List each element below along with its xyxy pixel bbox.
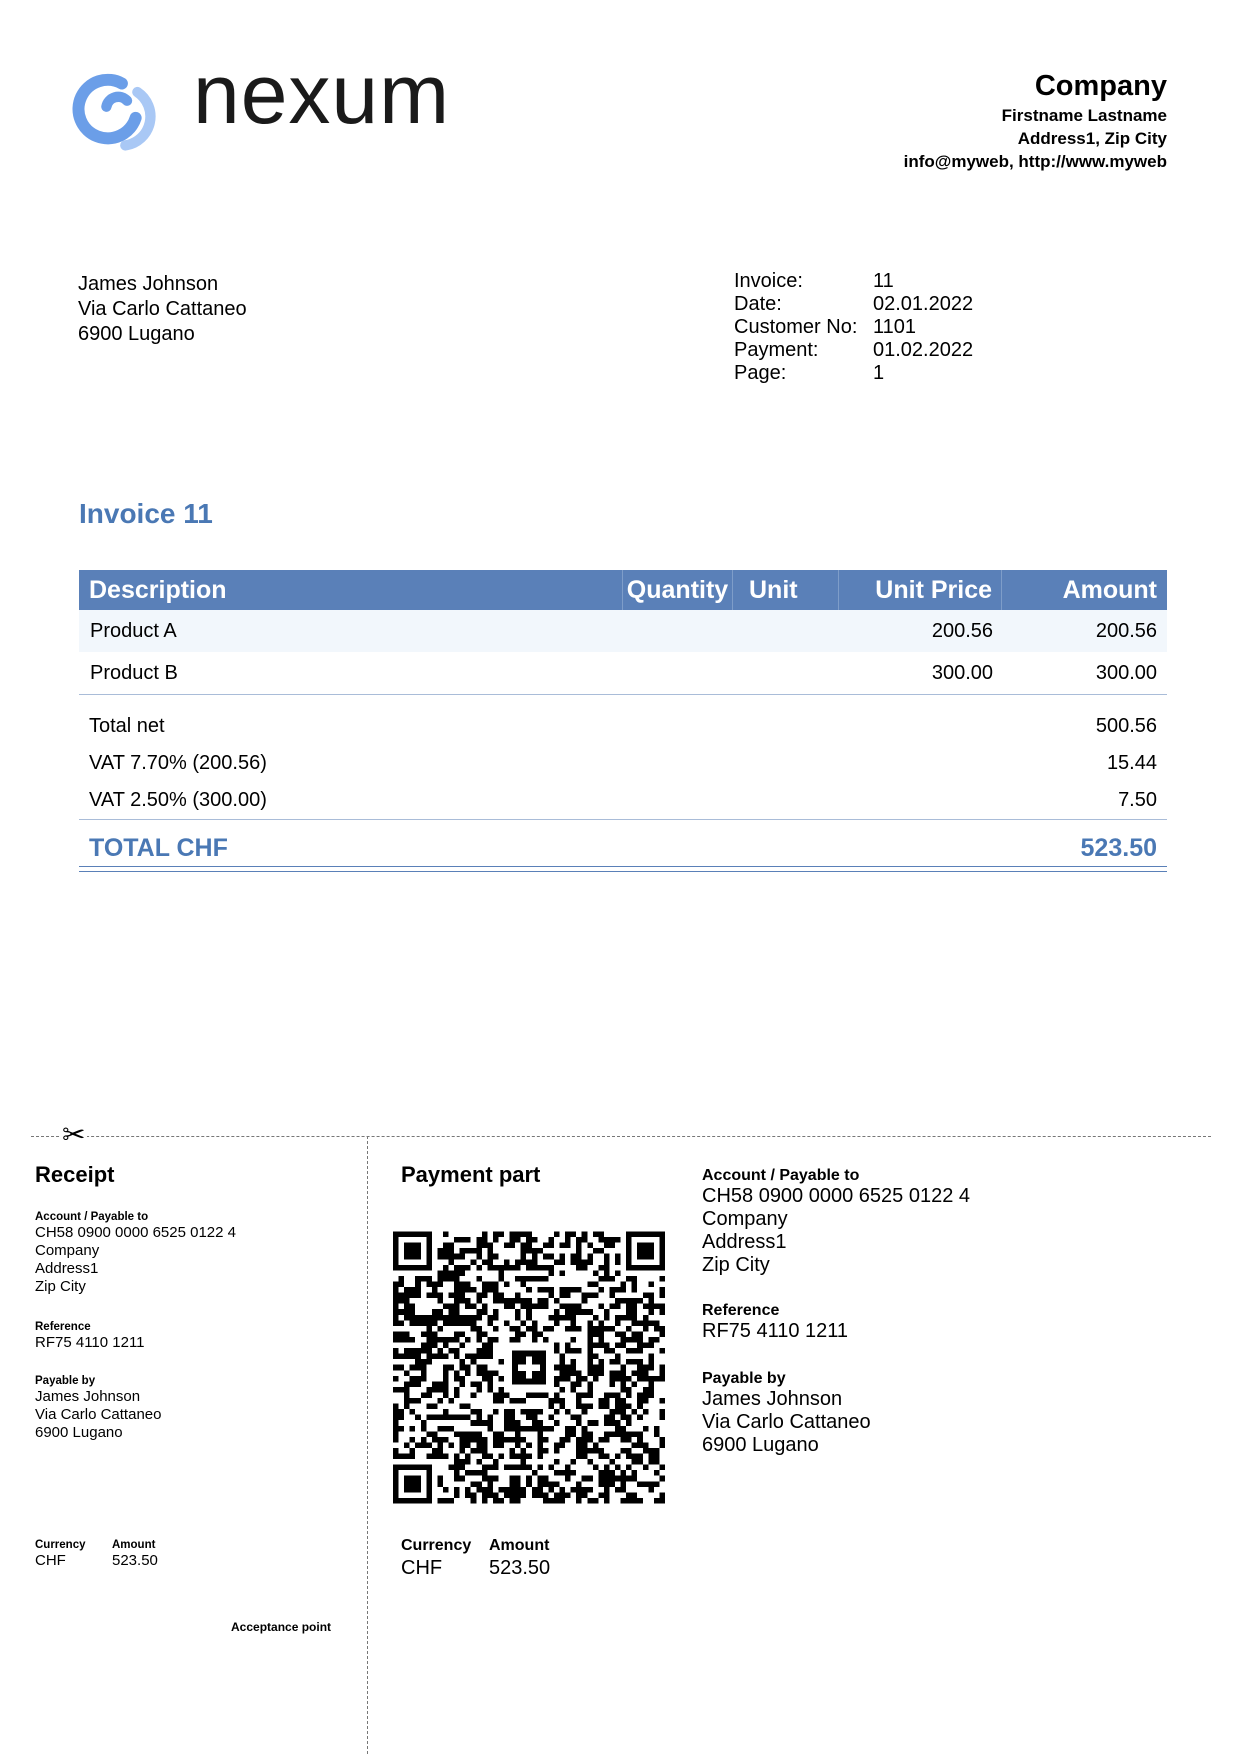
payment-iban: CH58 0900 0000 6525 0122 4 <box>702 1185 971 1207</box>
nexum-logo-icon <box>66 68 164 154</box>
addressee-name: James Johnson <box>78 273 219 295</box>
receipt-payable-by <box>35 1374 161 1442</box>
total-net-row <box>79 708 1167 745</box>
acceptance-point: Acceptance point <box>231 1620 332 1634</box>
header-quantity: Quantity <box>623 570 733 610</box>
receipt-currency: CHF <box>35 1552 66 1569</box>
cell-quantity <box>623 610 733 652</box>
grand-total-row <box>79 820 1167 866</box>
receipt-debtor-street: Via Carlo Cattaneo <box>35 1406 162 1423</box>
company-address: Address1, Zip City <box>1017 129 1167 148</box>
receipt-reference-value: RF75 4110 1211 <box>35 1334 145 1351</box>
receipt-currency-amount <box>35 1538 158 1570</box>
grand-total-value: 523.50 <box>1080 834 1157 862</box>
cell-unit <box>733 652 839 694</box>
info-label: Page: <box>734 362 787 384</box>
table-divider <box>79 694 1167 695</box>
receipt-currency-label: Currency <box>35 1539 86 1551</box>
cell-quantity <box>623 652 733 694</box>
total-label: VAT 2.50% (300.00) <box>89 789 267 811</box>
receipt-reference-label: Reference <box>35 1321 91 1333</box>
table-row <box>79 652 1167 694</box>
company-contact: Firstname Lastname <box>1001 106 1167 125</box>
total-value: 7.50 <box>1118 789 1157 811</box>
info-value: 11 <box>873 270 894 292</box>
payment-account <box>702 1166 970 1277</box>
receipt-debtor-city: 6900 Lugano <box>35 1424 123 1441</box>
payment-currency-values <box>401 1556 550 1580</box>
payment-creditor-name: Company <box>702 1208 788 1230</box>
total-label: Total net <box>89 715 165 737</box>
perforation-line <box>31 1136 1211 1137</box>
company-web: info@myweb, http://www.myweb <box>903 152 1167 171</box>
invoice-info <box>734 270 973 385</box>
info-row <box>734 339 973 362</box>
info-label: Payment: <box>734 339 819 361</box>
payment-reference-value: RF75 4110 1211 <box>702 1320 849 1342</box>
payment-debtor-name: James Johnson <box>702 1388 843 1410</box>
payment-currency-amount <box>401 1536 550 1580</box>
vat-row <box>79 745 1167 782</box>
cell-description: Product A <box>90 620 177 642</box>
receipt-payable-by-label: Payable by <box>35 1375 96 1387</box>
grand-total-label: TOTAL CHF <box>89 834 228 862</box>
scissors-icon: ✂ <box>62 1119 86 1150</box>
addressee-block <box>78 272 247 347</box>
swiss-qr-code-icon <box>393 1230 665 1505</box>
total-value: 15.44 <box>1106 752 1157 774</box>
info-value: 01.02.2022 <box>873 339 974 361</box>
payment-currency: CHF <box>401 1557 443 1579</box>
receipt-separator <box>367 1136 368 1754</box>
cell-description: Product B <box>90 662 178 684</box>
payment-payable-by-label: Payable by <box>702 1370 786 1387</box>
header-description: Description <box>79 570 623 610</box>
info-label: Customer No: <box>734 316 858 338</box>
receipt-amount-label: Amount <box>112 1539 156 1551</box>
receipt-creditor-city: Zip City <box>35 1278 86 1295</box>
grand-total-double-rule <box>79 866 1167 872</box>
payment-debtor-city: 6900 Lugano <box>702 1434 819 1456</box>
info-label: Date: <box>734 293 782 315</box>
table-header <box>79 570 1167 610</box>
cell-unit <box>733 610 839 652</box>
payment-reference-label: Reference <box>702 1302 780 1319</box>
payment-reference <box>702 1301 848 1343</box>
receipt-creditor-name: Company <box>35 1242 100 1259</box>
cell-unit-price: 200.56 <box>931 620 993 642</box>
company-header <box>904 68 1167 173</box>
addressee-street: Via Carlo Cattaneo <box>78 298 247 320</box>
vat-row <box>79 782 1167 819</box>
receipt-account-label: Account / Payable to <box>35 1211 149 1223</box>
payment-amount-label: Amount <box>489 1537 550 1554</box>
payment-amount: 523.50 <box>489 1557 551 1579</box>
info-row <box>734 362 973 385</box>
cell-unit-price: 300.00 <box>931 662 993 684</box>
info-row <box>734 316 973 339</box>
header-unit-price: Unit Price <box>839 570 1002 610</box>
receipt-amount: 523.50 <box>112 1552 158 1569</box>
payment-currency-label: Currency <box>401 1537 472 1554</box>
payment-creditor-city: Zip City <box>702 1254 770 1276</box>
receipt-creditor-address: Address1 <box>35 1260 99 1277</box>
payment-debtor-street: Via Carlo Cattaneo <box>702 1411 871 1433</box>
payment-payable-by <box>702 1369 871 1457</box>
total-label: VAT 7.70% (200.56) <box>89 752 267 774</box>
totals-block <box>79 708 1167 819</box>
payment-creditor-address: Address1 <box>702 1231 787 1253</box>
cell-amount: 200.56 <box>1095 620 1157 642</box>
receipt-currency-values <box>35 1552 158 1570</box>
table-row <box>79 610 1167 652</box>
receipt-account <box>35 1210 236 1296</box>
info-row <box>734 293 973 316</box>
total-value: 500.56 <box>1095 715 1157 737</box>
receipt-iban: CH58 0900 0000 6525 0122 4 <box>35 1224 237 1241</box>
receipt-debtor-name: James Johnson <box>35 1388 141 1405</box>
info-value: 1101 <box>873 316 917 338</box>
info-value: 02.01.2022 <box>873 293 974 315</box>
payment-part-title: Payment part <box>401 1162 541 1187</box>
header-amount: Amount <box>1062 576 1157 604</box>
receipt-currency-labels <box>35 1538 158 1552</box>
info-label: Invoice: <box>734 270 803 292</box>
receipt-title: Receipt <box>35 1162 115 1187</box>
logo-wordmark: nexum <box>193 47 451 141</box>
info-value: 1 <box>873 362 885 384</box>
cell-amount: 300.00 <box>1095 662 1157 684</box>
payment-account-label: Account / Payable to <box>702 1167 860 1184</box>
items-table <box>79 570 1167 872</box>
info-row <box>734 270 973 293</box>
company-name: Company <box>1034 70 1167 102</box>
header-unit: Unit <box>733 570 839 610</box>
addressee-city: 6900 Lugano <box>78 323 195 345</box>
invoice-title: Invoice 11 <box>79 498 213 529</box>
payment-currency-labels <box>401 1536 550 1556</box>
receipt-reference <box>35 1320 145 1352</box>
